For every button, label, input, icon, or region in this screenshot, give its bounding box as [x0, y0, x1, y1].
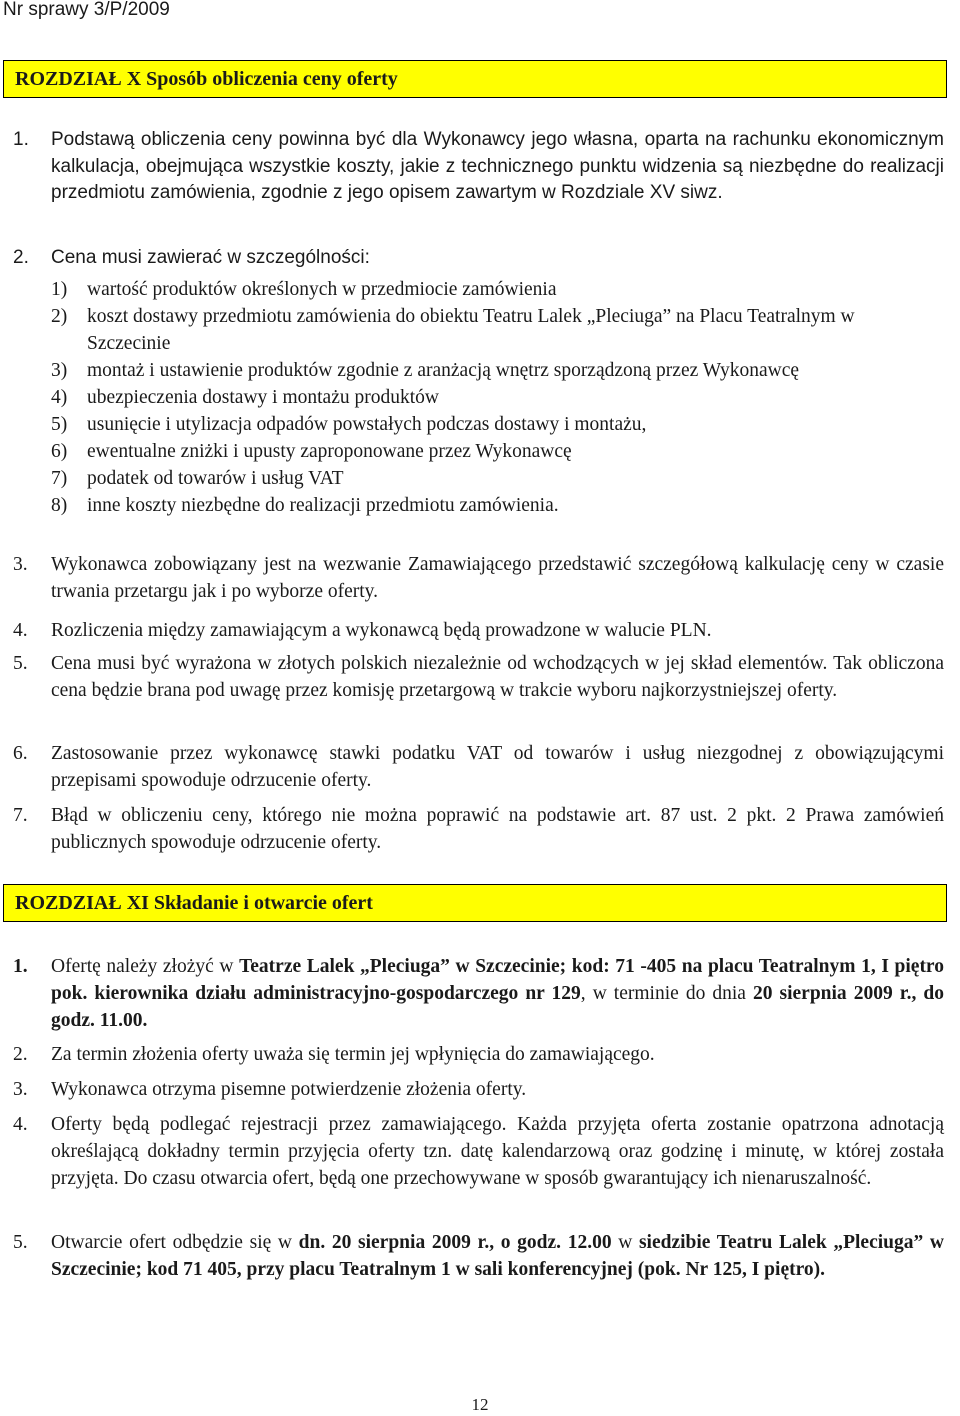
chapter-10-point-6	[13, 740, 944, 794]
list-item	[51, 438, 911, 465]
item-text: , w terminie do dnia	[580, 983, 753, 1004]
item-text: Otwarcie ofert odbędzie się w	[51, 1232, 299, 1253]
list-item-text: podatek od towarów i usług VAT	[87, 468, 344, 489]
submission-deadline: 20 sierpnia 2009 r., do godz. 11.00.	[51, 983, 944, 1031]
item-number: 6.	[13, 743, 28, 764]
list-item-text: koszt dostawy przedmiotu zamówienia do obiektu Teatru Lalek „Pleciuga” na Placu Teatralnym w Szczecinie	[87, 306, 855, 354]
item-text: Podstawą obliczenia ceny powinna być dla Wykonawcy jego własna, oparta na rachunku ekonomicznym kalkulacja, obejmująca wszystkie koszty, jakie z technicznego punktu widzenia są niezbędne do realizacji przedmiotu zamówienia, zgodnie z jego opisem zawartym w Rozdziale XV siwz.	[51, 129, 944, 203]
item-text: Zastosowanie przez wykonawcę stawki podatku VAT od towarów i usług niezgodnej z obowiązującymi przepisami spowoduje odrzucenie oferty.	[51, 743, 944, 791]
opening-date: dn. 20 sierpnia 2009 r., o godz. 12.00	[298, 1232, 612, 1253]
list-item-number: 4)	[51, 387, 68, 408]
chapter-10-point-7	[13, 802, 944, 856]
list-item-number: 5)	[51, 414, 68, 435]
list-item-number: 3)	[51, 360, 68, 381]
item-number: 1.	[13, 956, 28, 977]
page-number: 12	[471, 1395, 489, 1414]
item-text: Cena musi być wyrażona w złotych polskich niezależnie od wchodzących w jej skład elementów. Tak obliczona cena będzie brana pod uwagę przez komisję przetargową w trakcie wyboru najkorzystniejszej oferty.	[51, 653, 944, 701]
cost-components-list	[51, 276, 911, 519]
list-item-text: usunięcie i utylizacja odpadów powstałych podczas dostawy i montażu,	[87, 414, 647, 435]
chapter-11-point-5	[13, 1229, 944, 1283]
item-text: Wykonawca zobowiązany jest na wezwanie Zamawiającego przedstawić szczegółową kalkulację ceny w czasie trwania przetargu jak i po wyborze oferty.	[51, 554, 944, 602]
chapter-10-point-3	[13, 551, 944, 605]
list-item	[51, 465, 911, 492]
opening-venue: siedzibie Teatru Lalek „Pleciuga” w Szczecinie; kod 71 405, przy placu Teatralnym 1 w sali konferencyjnej (pok. Nr 125, I piętro).	[51, 1232, 944, 1280]
list-item-text: ewentualne zniżki i upusty zaproponowane przez Wykonawcę	[87, 441, 572, 462]
chapter-11-point-1	[13, 953, 944, 1034]
item-number: 7.	[13, 805, 28, 826]
list-item-number: 7)	[51, 468, 68, 489]
item-text: Wykonawca otrzyma pisemne potwierdzenie złożenia oferty.	[51, 1079, 527, 1100]
list-item-number: 8)	[51, 495, 68, 516]
case-number: Nr sprawy 3/P/2009	[3, 0, 170, 20]
chapter-10-point-1	[13, 127, 944, 207]
item-number: 5.	[13, 653, 28, 674]
item-number: 2.	[13, 1044, 28, 1065]
chapter-11-point-4	[13, 1111, 944, 1192]
list-item	[51, 492, 911, 519]
chapter-11-point-3	[13, 1076, 944, 1103]
list-item-number: 2)	[51, 306, 68, 327]
chapter-11-point-2	[13, 1041, 944, 1068]
item-number: 2.	[13, 247, 29, 268]
list-item	[51, 276, 911, 303]
item-text: Cena musi zawierać w szczególności:	[51, 247, 370, 268]
item-number: 4.	[13, 620, 28, 641]
list-item-text: montaż i ustawienie produktów zgodnie z aranżacją wnętrz sporządzoną przez Wykonawcę	[87, 360, 800, 381]
chapter-10-point-4	[13, 617, 944, 644]
list-item-number: 1)	[51, 279, 68, 300]
delivery-address: Teatrze Lalek „Pleciuga” w Szczecinie; kod: 71 -405 na placu Teatralnym 1, I piętro pok. kierownika działu administracyjno-gospodarczego nr 129	[51, 956, 944, 1004]
item-number: 4.	[13, 1114, 28, 1135]
list-item-number: 6)	[51, 441, 68, 462]
item-text: Ofertę należy złożyć w	[51, 956, 240, 977]
list-item	[51, 411, 911, 438]
list-item	[51, 357, 911, 384]
item-number: 1.	[13, 129, 29, 150]
list-item-text: inne koszty niezbędne do realizacji przedmiotu zamówienia.	[87, 495, 559, 516]
item-text: Rozliczenia między zamawiającym a wykonawcą będą prowadzone w walucie PLN.	[51, 620, 712, 641]
item-text: Za termin złożenia oferty uważa się termin jej wpłynięcia do zamawiającego.	[51, 1044, 655, 1065]
chapter-10-title: ROZDZIAŁ X Sposób obliczenia ceny oferty	[3, 60, 947, 98]
item-text: w	[611, 1232, 639, 1253]
item-number: 3.	[13, 554, 28, 575]
item-text: Błąd w obliczeniu ceny, którego nie można poprawić na podstawie art. 87 ust. 2 pkt. 2 Prawa zamówień publicznych spowoduje odrzucenie oferty.	[51, 805, 944, 853]
chapter-10-point-2	[13, 245, 944, 272]
chapter-11-title: ROZDZIAŁ XI Składanie i otwarcie ofert	[3, 884, 947, 922]
list-item-text: wartość produktów określonych w przedmiocie zamówienia	[87, 279, 557, 300]
item-number: 3.	[13, 1079, 28, 1100]
list-item	[51, 303, 911, 357]
list-item-text: ubezpieczenia dostawy i montażu produktów	[87, 387, 439, 408]
item-number: 5.	[13, 1232, 28, 1253]
item-text: Oferty będą podlegać rejestracji przez zamawiającego. Każda przyjęta oferta zostanie opatrzona adnotacją określającą dokładny termin przyjęcia oferty tzn. datę kalendarzową oraz godzinę i minutę, w której została przyjęta. Do czasu otwarcia ofert, będą one przechowywane w sposób gwarantujący ich nienaruszalność.	[51, 1114, 944, 1189]
chapter-10-point-5	[13, 650, 944, 704]
list-item	[51, 384, 911, 411]
